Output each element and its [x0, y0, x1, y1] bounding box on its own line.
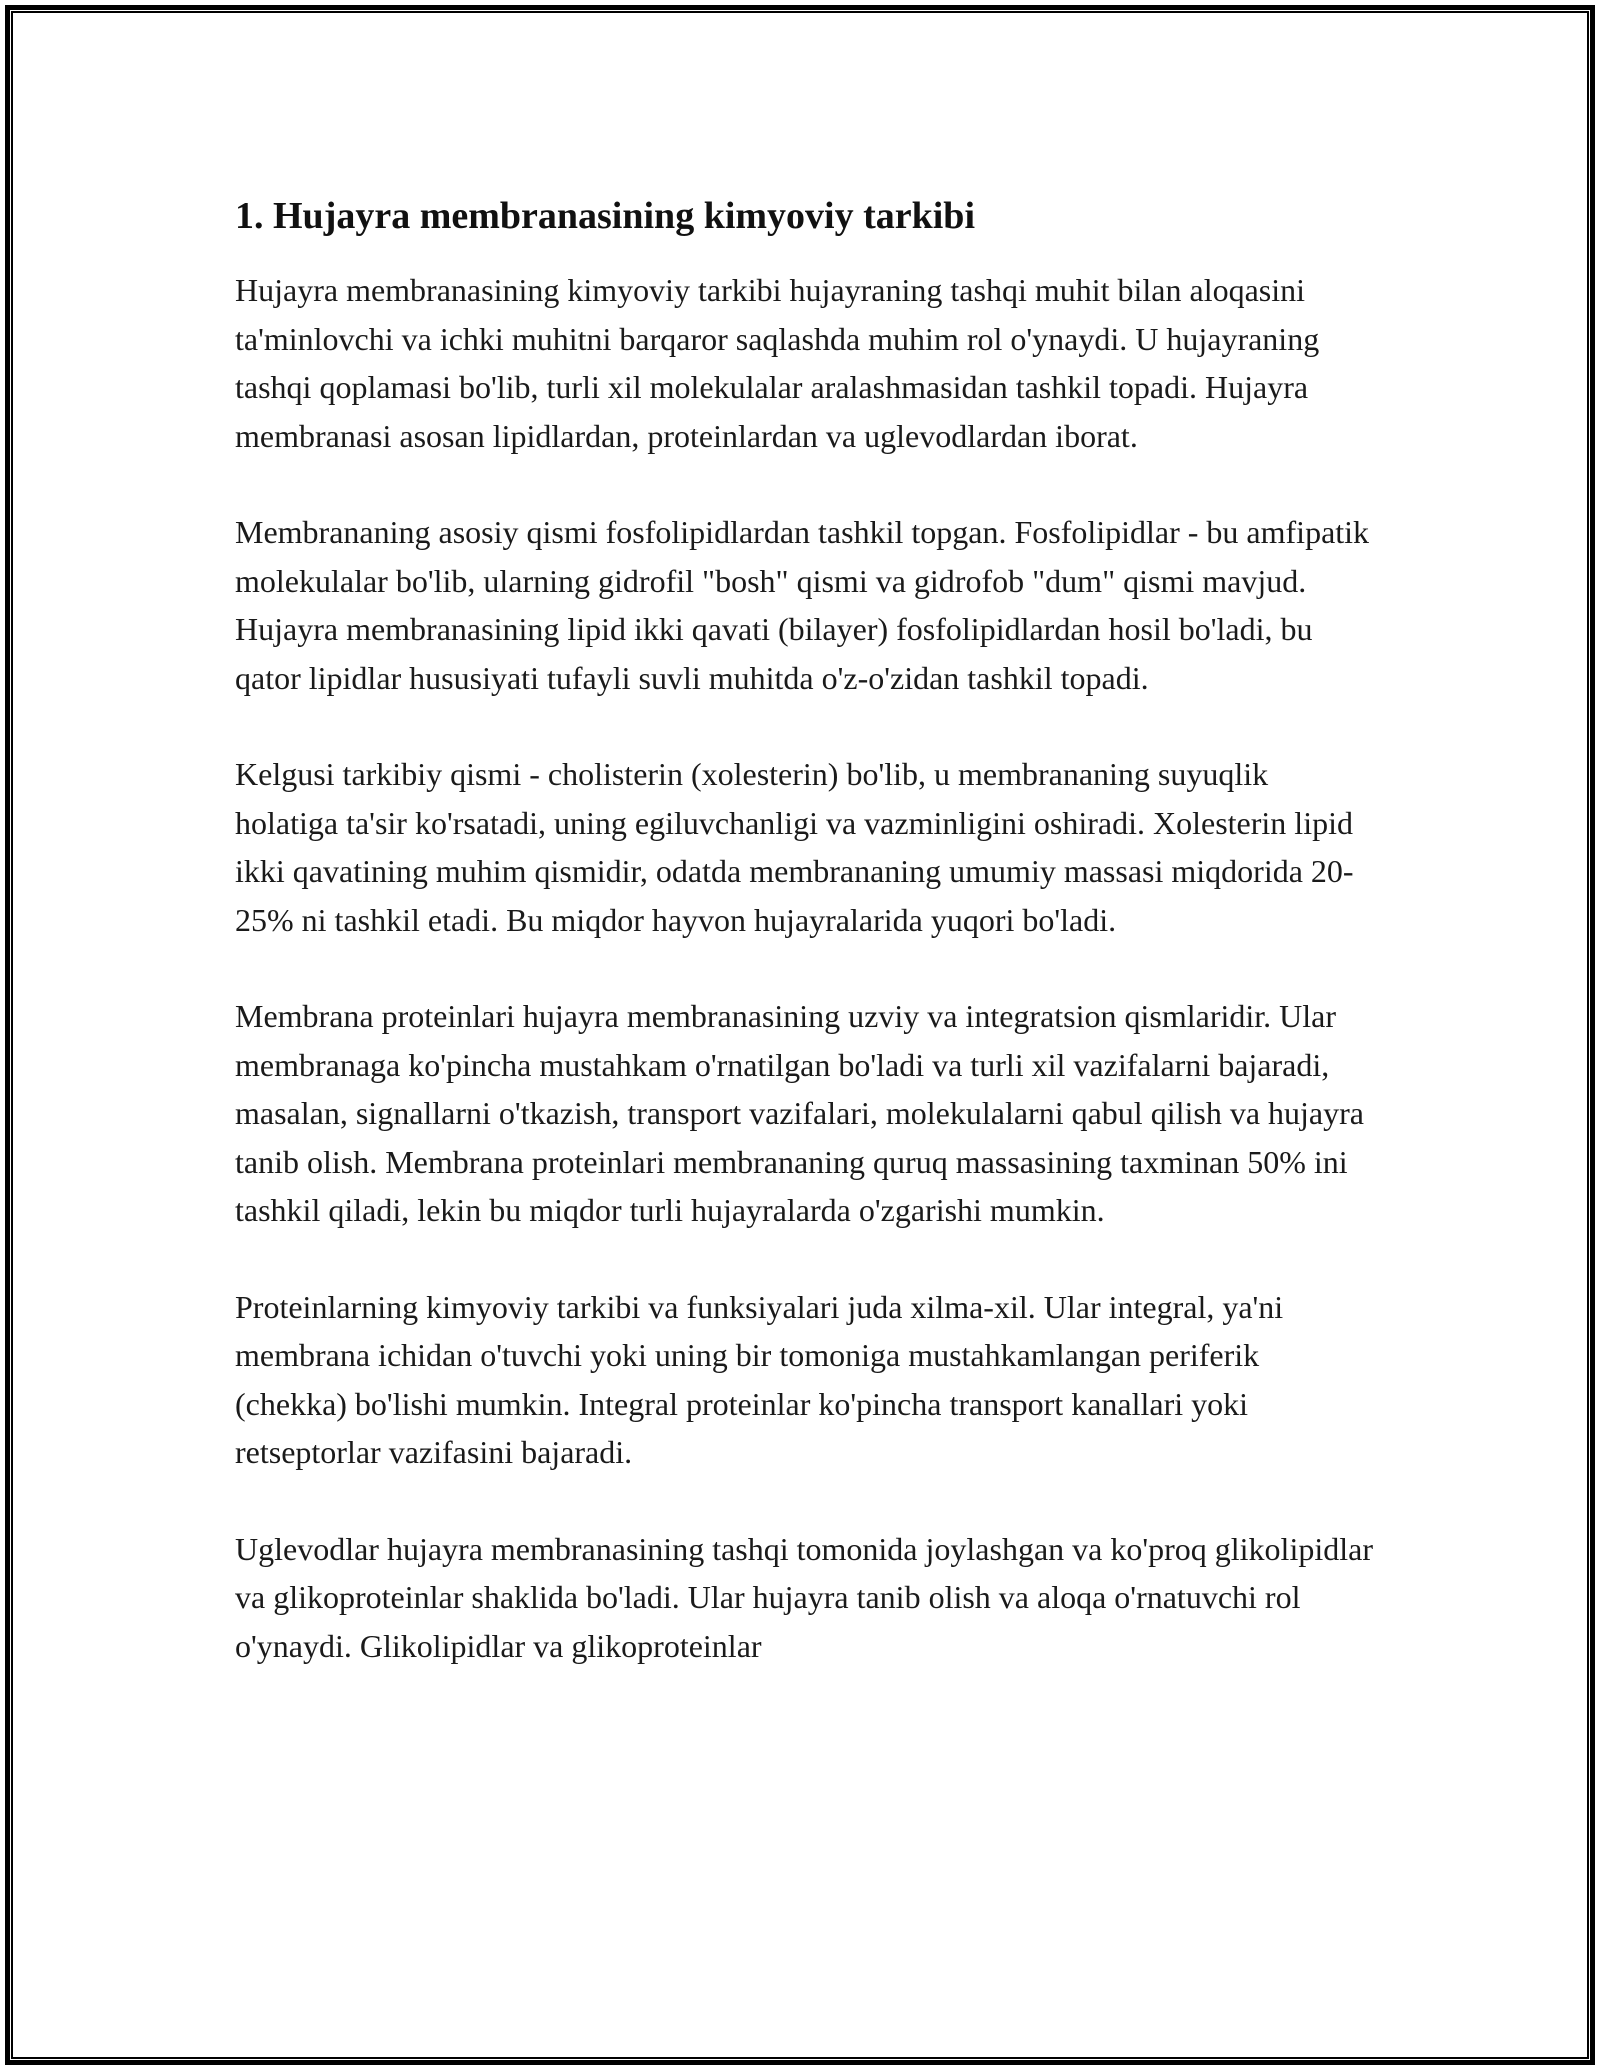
paragraph-6: Uglevodlar hujayra membranasining tashqi tomonida joylashgan va ko'proq glikolipidlar va glikoproteinlar shaklida bo'ladi. Ular hujayra tanib olish va aloqa o'rnatuvchi rol o'ynaydi. Glikolipidlar va glikoproteinlar: [235, 1530, 1373, 1664]
paragraph-5: Proteinlarning kimyoviy tarkibi va funksiyalari juda xilma-xil. Ular integral, ya'ni membrana ichidan o'tuvchi yoki uning bir tomoniga mustahkamlangan periferik (chekka) bo'lishi mumkin. Integral proteinlar ko'pincha transport kanallari yoki retseptorlar vazifasini bajaradi.: [235, 1288, 1284, 1470]
document-body: [235, 188, 1375, 1718]
section-heading: 1. Hujayra membranasining kimyoviy tarkibi: [235, 195, 975, 237]
paragraph-2: Membrananing asosiy qismi fosfolipidlardan tashkil topgan. Fosfolipidlar - bu amfipatik molekulalar bo'lib, ularning gidrofil "bosh" qismi va gidrofob "dum" qismi mavjud. Hujayra membranasining lipid ikki qavati (bilayer) fosfolipidlardan hosil bo'ladi, bu qator lipidlar hususiyati tufayli suvli muhitda o'z-o'zidan tashkil topadi.: [235, 514, 1370, 696]
paragraph-4: Membrana proteinlari hujayra membranasining uzviy va integratsion qismlaridir. Ular membranaga ko'pincha mustahkam o'rnatilgan bo'ladi va turli xil vazifalarni bajaradi, masalan, signallarni o'tkazish, transport vazifalari, molekulalarni qabul qilish va hujayra tanib olish. Membrana proteinlari membrananing quruq massasining taxminan 50% ini tashkil qiladi, lekin bu miqdor turli hujayralarda o'zgarishi mumkin.: [235, 998, 1364, 1228]
paragraph-1: Hujayra membranasining kimyoviy tarkibi hujayraning tashqi muhit bilan aloqasini ta'minlovchi va ichki muhitni barqaror saqlashda muhim rol o'ynaydi. U hujayraning tashqi qoplamasi bo'lib, turli xil molekulalar aralashmasidan tashkil topadi. Hujayra membranasi asosan lipidlardan, proteinlardan va uglevodlardan iborat.: [235, 272, 1320, 454]
paragraph-3: Kelgusi tarkibiy qismi - cholisterin (xolesterin) bo'lib, u membrananing suyuqlik holatiga ta'sir ko'rsatadi, uning egiluvchanligi va vazminligini oshiradi. Xolesterin lipid ikki qavatining muhim qismidir, odatda membrananing umumiy massasi miqdorida 20-25% ni tashkil etadi. Bu miqdor hayvon hujayralarida yuqori bo'ladi.: [235, 756, 1354, 938]
